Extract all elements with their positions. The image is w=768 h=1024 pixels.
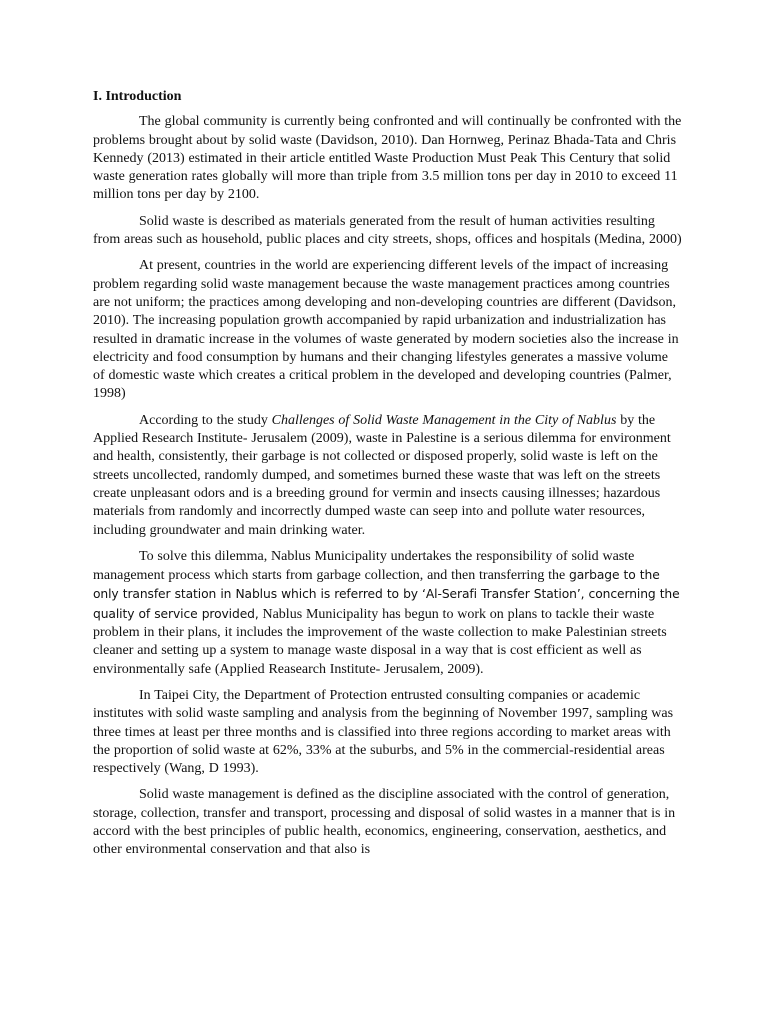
paragraph-6: In Taipei City, the Department of Protection entrusted consulting companies or academic institutes with solid waste sampling and analysis from the beginning of November 1997, sampling was three times at least per three months and is classified into three regions according to market areas with the proportion of solid waste at 62%, 33% at the suburbs, and 5% in the commercial-residential areas respectively (Wang, D 1993). xyxy=(93,687,674,777)
paragraph-4 xyxy=(93,412,683,540)
document-page xyxy=(93,84,683,868)
paragraph-1: The global community is currently being confronted and will continually be confronted with the problems brought about by solid waste (Davidson, 2010). Dan Hornweg, Perinaz Bhada-Tata and Chris Kennedy (2013) estimated in their article entitled Waste Production Must Peak This Century that solid waste generation rates globally will more than triple from 3.5 million tons per day in 2010 to exceed 11 million tons per day by 2100. xyxy=(93,114,682,203)
paragraph-7: Solid waste management is defined as the discipline associated with the control of generation, storage, collection, transfer and transport, processing and disposal of solid wastes in a manner that is in accord with the best principles of public health, economics, engineering, conservation, aesthetics, and other environmental conservation and that also is xyxy=(93,787,676,858)
paragraph-5-lead: To solve this dilemma, Nablus Municipality undertakes the responsibility of solid waste management process which starts from garbage collection, and then transferring the xyxy=(93,548,635,584)
study-title: Challenges of Solid Waste Management in the City of Nablus xyxy=(271,412,617,428)
paragraph-2: Solid waste is described as materials generated from the result of human activities resulting from areas such as household, public places and city streets, shops, offices and hospitals (Medina, 2000) xyxy=(93,213,682,248)
paragraph-4-lead: According to the study xyxy=(139,412,272,428)
paragraph-5 xyxy=(93,548,683,679)
paragraph-5-alt-font-text: garbage to the only transfer station in Nablus which is referred to by ‘Al-Serafi Transfer Station’, concerning the quality of service provided, xyxy=(93,568,680,621)
paragraph-3: At present, countries in the world are experiencing different levels of the impact of increasing problem regarding solid waste management because the waste management practices among countries are not uniform; the practices among developing and non-developing countries are different (Davidson, 2010). The increasing population growth accompanied by rapid urbanization and industrialization has resulted in dramatic increase in the volumes of waste generated by modern societies also the increase in electricity and food consumption by humans and their changing lifestyles generates a massive volume of domestic waste which creates a critical problem in the developed and developing countries (Palmer, 1998) xyxy=(93,258,679,402)
section-heading: I. Introduction xyxy=(93,89,182,104)
paragraph-4-rest: by the Applied Research Institute- Jerusalem (2009), waste in Palestine is a serious dilemma for environment and health, consistently, their garbage is not collected or disposed properly, solid waste is left on the streets uncollected, randomly dumped, and sometimes burned these waste that was left on the streets create unpleasant odors and is a breeding ground for vermin and insects causing illnesses; hazardous materials from randomly and incorrectly dumped waste can seep into and pollute water resources, including groundwater and main drinking water. xyxy=(93,412,671,538)
paragraph-5-rest: Nablus Municipality has begun to work on plans to tackle their waste problem in their plans, it includes the improvement of the waste collection to make Palestinian streets cleaner and setting up a system to manage waste disposal in a way that is cost efficient as well as environmentally safe (Applied Reasearch Institute- Jerusalem, 2009). xyxy=(93,606,667,677)
